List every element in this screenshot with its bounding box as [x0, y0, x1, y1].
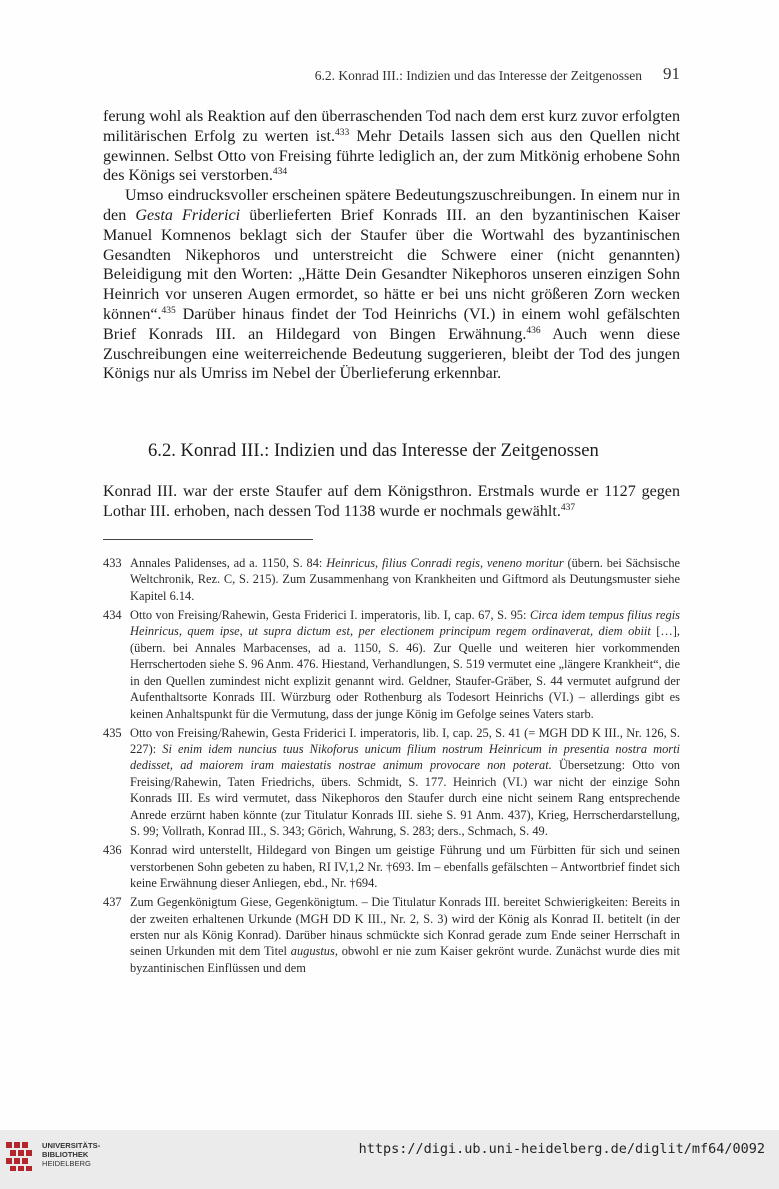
text-run: Umso eindrucksvoller erscheinen spätere Bedeutungszuschreibungen. In einem nur in den	[103, 187, 680, 224]
italic-title: Gesta Friderici	[135, 206, 241, 224]
permalink-url[interactable]: https://digi.ub.uni-heidelberg.de/diglit/mf64/0092	[358, 1141, 765, 1157]
latin-term: augustus	[290, 944, 335, 959]
logo-line-1: UNIVERSITÄTS-	[42, 1141, 101, 1150]
text-run: Übersetzung: Otto von Freising/Rahewin, Taten Friedrichs, übers. Schmidt, S. 177. Heinrich (VI.) war nicht der einzige Sohn Konrads III. Es wird vermutet, dass Nikephoros den Staufer durch eine nicht seinem Rang entsprechende Anrede erzürnt haben könnte (zur Titulatur Konrads III. siehe S. 91 Anm. 437), Krieg, Herrscherdarstellung, S. 99; Vollrath, Konrad III., S. 343; Görich, Wahrung, S. 283; ders., Schmach, S. 49.	[130, 758, 680, 839]
page-number: 91	[663, 64, 680, 83]
section-body	[103, 482, 680, 522]
text-run: Mehr Details lassen sich aus den Quellen nicht gewinnen. Selbst Otto von Freising führte lediglich an, der zum Mitkönig erhobene Sohn des Königs sei verstorben.	[103, 127, 681, 185]
footnote-ref-434[interactable]: 434	[272, 167, 288, 178]
footnote-ref-437[interactable]: 437	[560, 502, 576, 513]
text-run: Auch wenn diese Zuschreibungen eine weiterreichende Bedeutung suggerieren, bleibt der Tod des jungen Königs nur als Umriss im Nebel der Überlieferung erkennbar.	[103, 325, 680, 383]
paragraph-2	[103, 186, 680, 384]
paragraph-1	[103, 107, 680, 186]
viewer-footer-bar	[0, 1130, 779, 1189]
footnote-ref-433[interactable]: 433	[334, 127, 350, 138]
text-run: ferung wohl als Reaktion auf den überraschenden Tod nach dem erst kurz zuvor erfolgten militärischen Erfolg zu werten ist.	[103, 108, 680, 145]
footnote-ref-435[interactable]: 435	[161, 305, 176, 316]
text-run: Zum Gegenkönigtum Giese, Gegenkönigtum. – Die Titulatur Konrads III. bereitet Schwierigkeiten: Bereits in der zweiten erhaltenen Urkunde (MGH DD K III., Nr. 2, S. 3) wird der König als Konrad II. betitelt (in der ersten nur als König Konrad). Darüber hinaus schmückte sich Konrad gerade zum Ende seiner Herrschaft in seinen Urkunden mit dem Titel	[130, 895, 680, 959]
footnote-437	[103, 894, 680, 976]
text-run: Annales Palidenses, ad a. 1150, S. 84:	[130, 556, 327, 570]
logo-line-2: BIBLIOTHEK	[42, 1150, 89, 1160]
text-run: , obwohl er nie zum Kaiser gekrönt wurde. Zunächst wurde dies mit byzantinischen Einflüssen und dem	[130, 944, 680, 975]
text-run: […], (übern. bei Annales Marbacenses, ad a. 1150, S. 46). Zur Quelle und weiteren hier vorkommenden Herrschertoden siehe S. 96 Anm. 476. Hiestand, Verhandlungen, S. 519 vermutet eine „längere Krankheit“, die in den Quellen zumindest nicht explizit genannt wird. Geldner, Staufer-Gräber, S. 44 vermutet aufgrund der Aufenthaltsorte Konrads III. Würzburg oder Rothenburg als Todesort Heinrichs (VI.) – allerdings gibt es keinen Anhaltspunkt für die Vermutung, dass der junge König im Gefolge seines Vaters starb.	[130, 624, 680, 721]
footnotes	[103, 555, 680, 979]
text-run: Otto von Freising/Rahewin, Gesta Friderici I. imperatoris, lib. I, cap. 67, S. 95:	[130, 607, 530, 622]
footnote-number: 436	[103, 843, 122, 858]
text-run: Konrad III. war der erste Staufer auf dem Königsthron. Erstmals wurde er 1127 gegen Lothar III. erhoben, nach dessen Tod 1138 wurde er nochmals gewählt.	[103, 483, 680, 520]
footnote-435	[103, 725, 680, 840]
text-run: (übern. bei Sächsische Weltchronik, Rez. C, S. 215). Zum Zusammenhang von Krankheiten und Giftmord als Deutungsmuster siehe Kapitel 6.14.	[130, 556, 681, 603]
footnote-436	[103, 842, 680, 891]
footnote-433	[103, 555, 680, 604]
latin-quote: Heinricus, filius Conradi regis, veneno moritur	[326, 556, 564, 570]
running-head-title: 6.2. Konrad III.: Indizien und das Interesse der Zeitgenossen	[314, 68, 642, 83]
text-run: überlieferten Brief Konrads III. an den byzantinischen Kaiser Manuel Komnenos beklagt sich der Staufer über die Wortwahl des byzantinischen Gesandten Nikephoros und unterstreicht die Schwere einer (nicht genannten) Beleidigung mit den Worten: „Hätte Dein Gesandter Nikephoros unseren einzigen Sohn Heinrich vor unseren Augen ermordet, so hätte er bei uns nicht größeren Zorn wecken können“.	[103, 206, 680, 323]
footnote-number: 433	[103, 556, 122, 570]
text-run: Darüber hinaus findet der Tod Heinrichs (VI.) in einem wohl gefälschten Brief Konrads III. an Hildegard von Bingen Erwähnung.	[103, 305, 680, 343]
logo-line-3: HEIDELBERG	[42, 1159, 91, 1169]
footnote-number: 437	[103, 895, 122, 910]
text-run: Otto von Freising/Rahewin, Gesta Friderici I. imperatoris, lib. I, cap. 25, S. 41 (= MGH DD K III., Nr. 126, S. 227):	[130, 725, 680, 756]
footnote-ref-436[interactable]: 436	[526, 325, 541, 336]
latin-quote: Circa idem tempus filius regis Heinricus, quem ipse, ut supra dictum est, per electionem principum regem ordinaverat, diem obiit	[130, 607, 680, 639]
section-paragraph-1	[103, 482, 680, 522]
library-logo-text	[42, 1141, 100, 1169]
footnote-number: 434	[103, 607, 122, 622]
library-logo-icon	[4, 1140, 38, 1172]
footnote-divider	[103, 539, 313, 540]
library-logo[interactable]	[4, 1136, 114, 1176]
text-run: Konrad wird unterstellt, Hildegard von Bingen um geistige Führung und um Fürbitten für sich und seinen verstorbenen Sohn gebeten zu haben, RI IV,1,2 Nr. †693. Im – ebenfalls gefälschten – Antwortbrief findet sich keine Erwähnung dieser Anliegen, ebd., Nr. †694.	[130, 843, 680, 891]
footnote-434	[103, 607, 680, 722]
footnote-number: 435	[103, 725, 122, 740]
latin-quote: Si enim idem nuncius tuus Nikoforus unicum filium nostrum Heinricum in presentia nostra morti dedisset, ad maiorem iram maiestatis nostrae animum provocare non poterat.	[130, 741, 680, 773]
body-text	[103, 107, 680, 384]
section-heading: 6.2. Konrad III.: Indizien und das Interesse der Zeitgenossen	[148, 440, 599, 461]
